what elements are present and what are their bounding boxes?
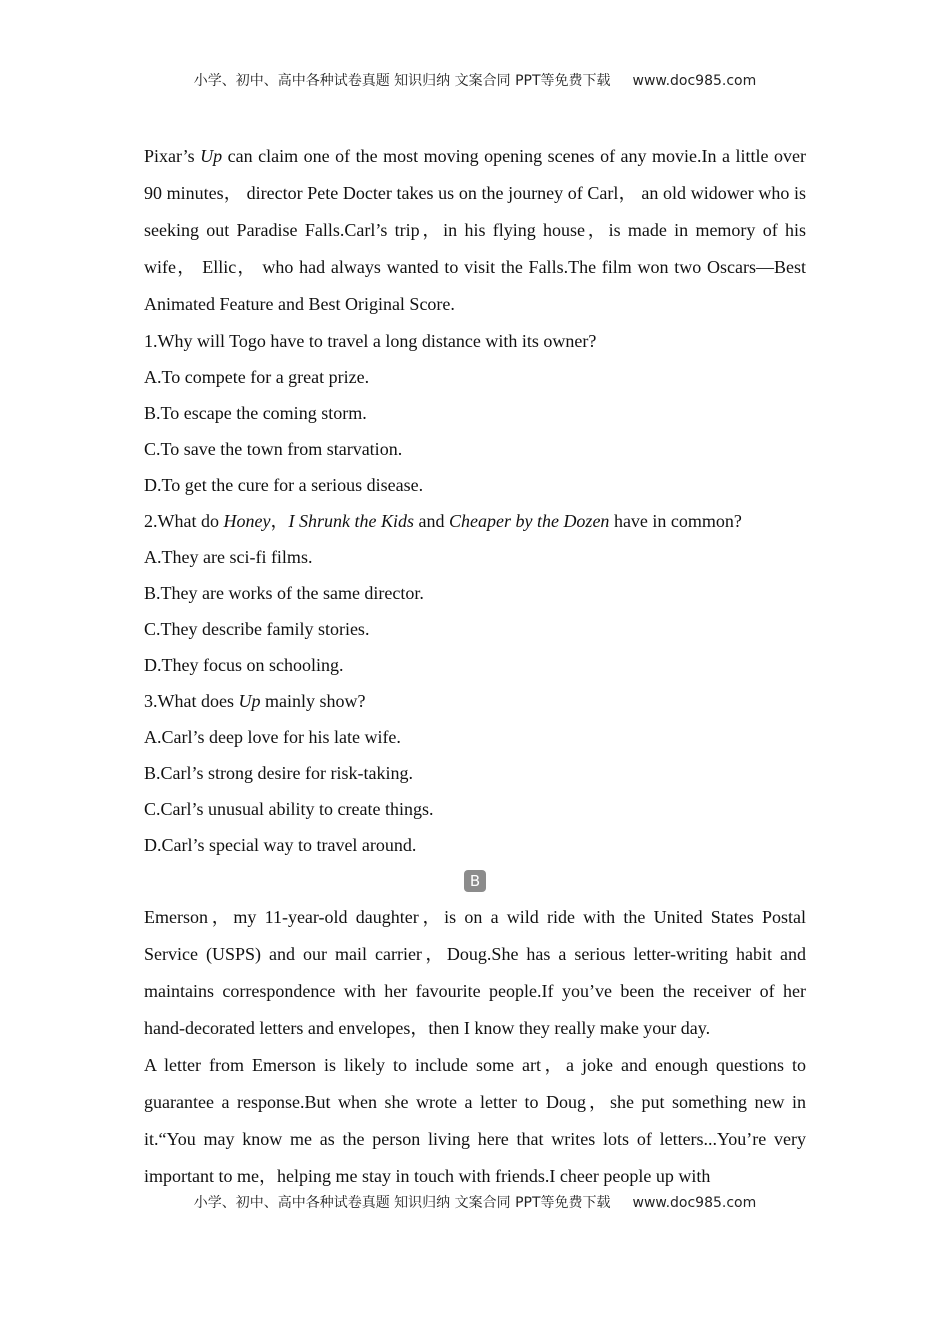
page-header bbox=[0, 70, 950, 90]
question-2-option-c: C.They describe family stories. bbox=[144, 619, 370, 639]
question-3-option-d: D.Carl’s special way to travel around. bbox=[144, 835, 417, 855]
question-1-option-a: A.To compete for a great prize. bbox=[144, 367, 370, 387]
question-2-option-d: D.They focus on schooling. bbox=[144, 655, 344, 675]
movie-title-up: Up bbox=[200, 146, 223, 166]
question-1-option-b: B.To escape the coming storm. bbox=[144, 403, 367, 423]
question-3 bbox=[144, 683, 806, 863]
question-1-option-d: D.To get the cure for a serious disease. bbox=[144, 475, 424, 495]
question-2-option-b: B.They are works of the same director. bbox=[144, 583, 424, 603]
question-3-option-a: A.Carl’s deep love for his late wife. bbox=[144, 727, 401, 747]
question-2 bbox=[144, 503, 806, 683]
footer-text: 小学、初中、高中各种试卷真题 知识归纳 文案合同 PPT等免费下载 bbox=[193, 1195, 611, 1211]
section-b-heading bbox=[144, 863, 806, 899]
document-body bbox=[144, 138, 806, 1195]
question-1 bbox=[144, 323, 806, 503]
question-3-option-b: B.Carl’s strong desire for risk-taking. bbox=[144, 763, 413, 783]
header-url[interactable]: www.doc985.com bbox=[632, 73, 757, 89]
passage-up: Pixar’s Up can claim one of the most moving opening scenes of any movie.In a little over 90 minutes， director Pete Docter takes us on the journey of Carl， an old widower who is seeking out Paradise Falls.Carl’s trip，in his flying house，is made in memory of his wife， Ellic， who had always wanted to visit the Falls.The film won two Oscars—Best Animated Feature and Best Original Score. bbox=[144, 146, 806, 314]
footer-url[interactable]: www.doc985.com bbox=[632, 1195, 757, 1211]
question-1-stem: 1.Why will Togo have to travel a long distance with its owner? bbox=[144, 331, 597, 351]
passage-b-paragraph-1: Emerson，my 11-year-old daughter，is on a wild ride with the United States Postal Service (USPS) and our mail carrier，Doug.She has a serious letter-writing habit and maintains correspondence with her favourite people.If you’ve been the receiver of her hand-decorated letters and envelopes，then I know they really make your day. bbox=[144, 907, 806, 1038]
question-3-option-c: C.Carl’s unusual ability to create things. bbox=[144, 799, 434, 819]
passage-b-paragraph-2: A letter from Emerson is likely to include some art，a joke and enough questions to guarantee a response.But when she wrote a letter to Doug，she put something new in it.“You may know me as the person living here that writes lots of letters...You’re very important to me，helping me stay in touch with friends.I cheer people up with bbox=[144, 1055, 806, 1186]
question-3-stem: 3.What does Up mainly show? bbox=[144, 691, 366, 711]
header-text: 小学、初中、高中各种试卷真题 知识归纳 文案合同 PPT等免费下载 bbox=[193, 73, 611, 89]
page-footer bbox=[0, 1192, 950, 1212]
question-2-stem: 2.What do Honey，I Shrunk the Kids and Cheaper by the Dozen have in common? bbox=[144, 511, 742, 531]
question-1-option-c: C.To save the town from starvation. bbox=[144, 439, 403, 459]
section-b-badge: B bbox=[464, 870, 486, 892]
question-2-option-a: A.They are sci-fi films. bbox=[144, 547, 313, 567]
